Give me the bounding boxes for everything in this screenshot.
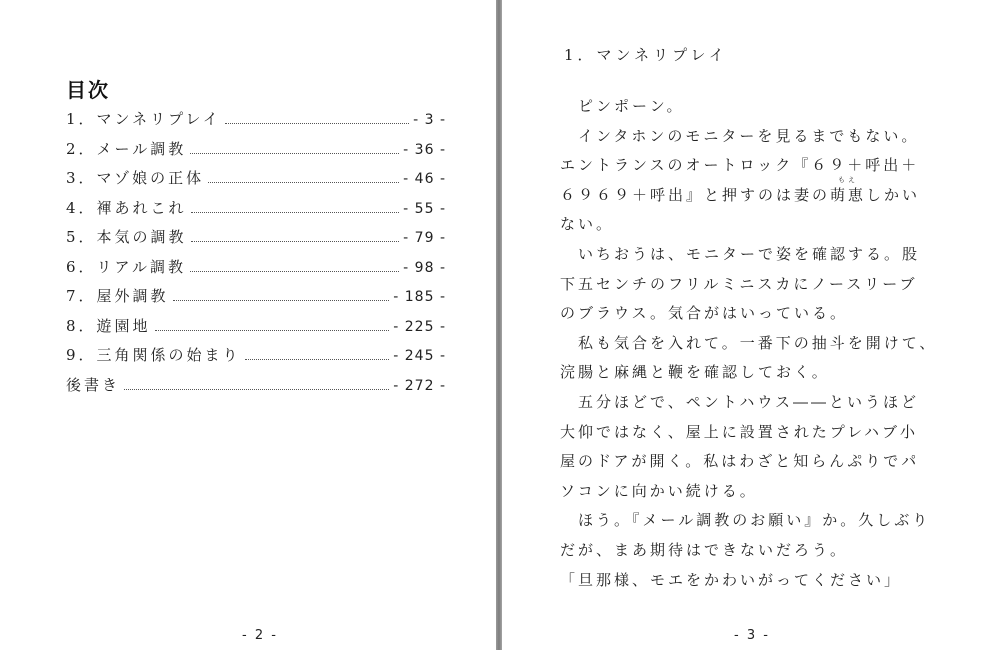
body-line: だが、まあ期待はできないだろう。 xyxy=(560,540,849,559)
chapter-heading: 1．マンネリプレイ xyxy=(564,46,728,64)
body-text xyxy=(560,92,950,595)
body-line: 浣腸と麻縄と鞭を確認しておく。 xyxy=(560,363,830,382)
toc-entry-label: 7．屋外調教 xyxy=(66,287,169,305)
ruby-reading: もえ xyxy=(838,175,859,184)
left-page xyxy=(0,0,496,650)
toc-entry-page: - 46 - xyxy=(403,171,446,187)
toc-leader-dots xyxy=(190,153,399,154)
toc-entry-label: 2．メール調教 xyxy=(66,139,187,158)
toc-entry-label: 8．遊園地 xyxy=(66,316,151,335)
toc-title: 目次 xyxy=(66,78,110,102)
body-line: 下五センチのフリルミニスカにノースリーブ xyxy=(560,274,918,293)
toc-entry-page: - 225 - xyxy=(393,318,446,335)
body-line: インタホンのモニターを見るまでもない。 xyxy=(560,126,920,145)
toc-entry-label: 1．マンネリプレイ xyxy=(66,110,221,128)
body-line-text: しかい xyxy=(866,185,921,204)
right-page xyxy=(502,0,1000,650)
toc-entry-page: - 272 - xyxy=(393,377,446,394)
toc-leader-dots xyxy=(173,300,390,301)
body-line: 私も気合を入れて。一番下の抽斗を開けて、 xyxy=(560,333,938,352)
toc-entry-page: - 79 - xyxy=(403,230,446,246)
toc-entry-page: - 55 - xyxy=(403,200,446,217)
body-line xyxy=(560,175,950,211)
toc-entry-label: 6．リアル調教 xyxy=(66,257,186,276)
toc-entry[interactable] xyxy=(66,285,446,315)
body-line: 屋のドアが開く。私はわざと知らんぷりでパ xyxy=(560,452,920,471)
body-line: ピンポーン。 xyxy=(560,97,685,115)
toc-entry[interactable] xyxy=(66,108,446,138)
toc-leader-dots xyxy=(191,212,400,213)
toc-leader-dots xyxy=(124,389,389,390)
ruby-annotated-name xyxy=(830,175,867,211)
toc-leader-dots xyxy=(190,271,399,272)
toc-entry-page: - 98 - xyxy=(403,259,446,276)
toc-leader-dots xyxy=(191,241,400,242)
page-number-left: - 2 - xyxy=(242,628,278,643)
toc-entry-label: 後書き xyxy=(66,375,121,394)
body-line: ほう。『メール調教のお願い』か。久しぶり xyxy=(560,511,931,530)
toc-entry[interactable] xyxy=(66,256,446,286)
body-line: 大仰ではなく、屋上に設置されたプレハブ小 xyxy=(560,422,919,441)
body-line: エントランスのオートロック『６９＋呼出＋ xyxy=(560,156,920,175)
body-line: ソコンに向かい続ける。 xyxy=(560,481,758,500)
body-line: いちおうは、モニターで姿を確認する。股 xyxy=(560,244,921,263)
toc-entry[interactable] xyxy=(66,167,446,197)
toc-entry-label: 9．三角関係の始まり xyxy=(66,346,241,364)
ruby-base: 萌恵 xyxy=(830,185,867,204)
toc-entry[interactable] xyxy=(66,315,446,345)
page-number-right: - 3 - xyxy=(734,628,770,643)
toc-entry-page: - 36 - xyxy=(403,141,446,158)
body-line: ない。 xyxy=(560,215,615,234)
toc-leader-dots xyxy=(208,182,399,183)
toc-entry[interactable] xyxy=(66,374,446,404)
toc-entry-page: - 245 - xyxy=(393,348,446,364)
toc-entry[interactable] xyxy=(66,197,446,227)
body-line-text: ６９６９＋呼出』と押すのは妻の xyxy=(560,185,831,204)
toc-entry-page: - 185 - xyxy=(393,289,446,305)
body-line: 「旦那様、モエをかわいがってください」 xyxy=(560,570,903,589)
body-line: 五分ほどで、ペントハウス――というほど xyxy=(560,392,919,411)
toc-leader-dots xyxy=(225,123,409,124)
toc-leader-dots xyxy=(245,359,390,360)
toc-entry[interactable] xyxy=(66,226,446,256)
toc-entry[interactable] xyxy=(66,344,446,374)
toc-leader-dots xyxy=(155,330,390,331)
body-line: のブラウス。気合がはいっている。 xyxy=(560,304,849,323)
toc-entry[interactable] xyxy=(66,138,446,168)
table-of-contents xyxy=(66,108,446,403)
toc-entry-label: 3．マゾ娘の正体 xyxy=(66,169,205,187)
toc-entry-label: 5．本気の調教 xyxy=(66,228,187,246)
toc-entry-label: 4．褌あれこれ xyxy=(66,198,187,217)
toc-entry-page: - 3 - xyxy=(413,112,446,128)
